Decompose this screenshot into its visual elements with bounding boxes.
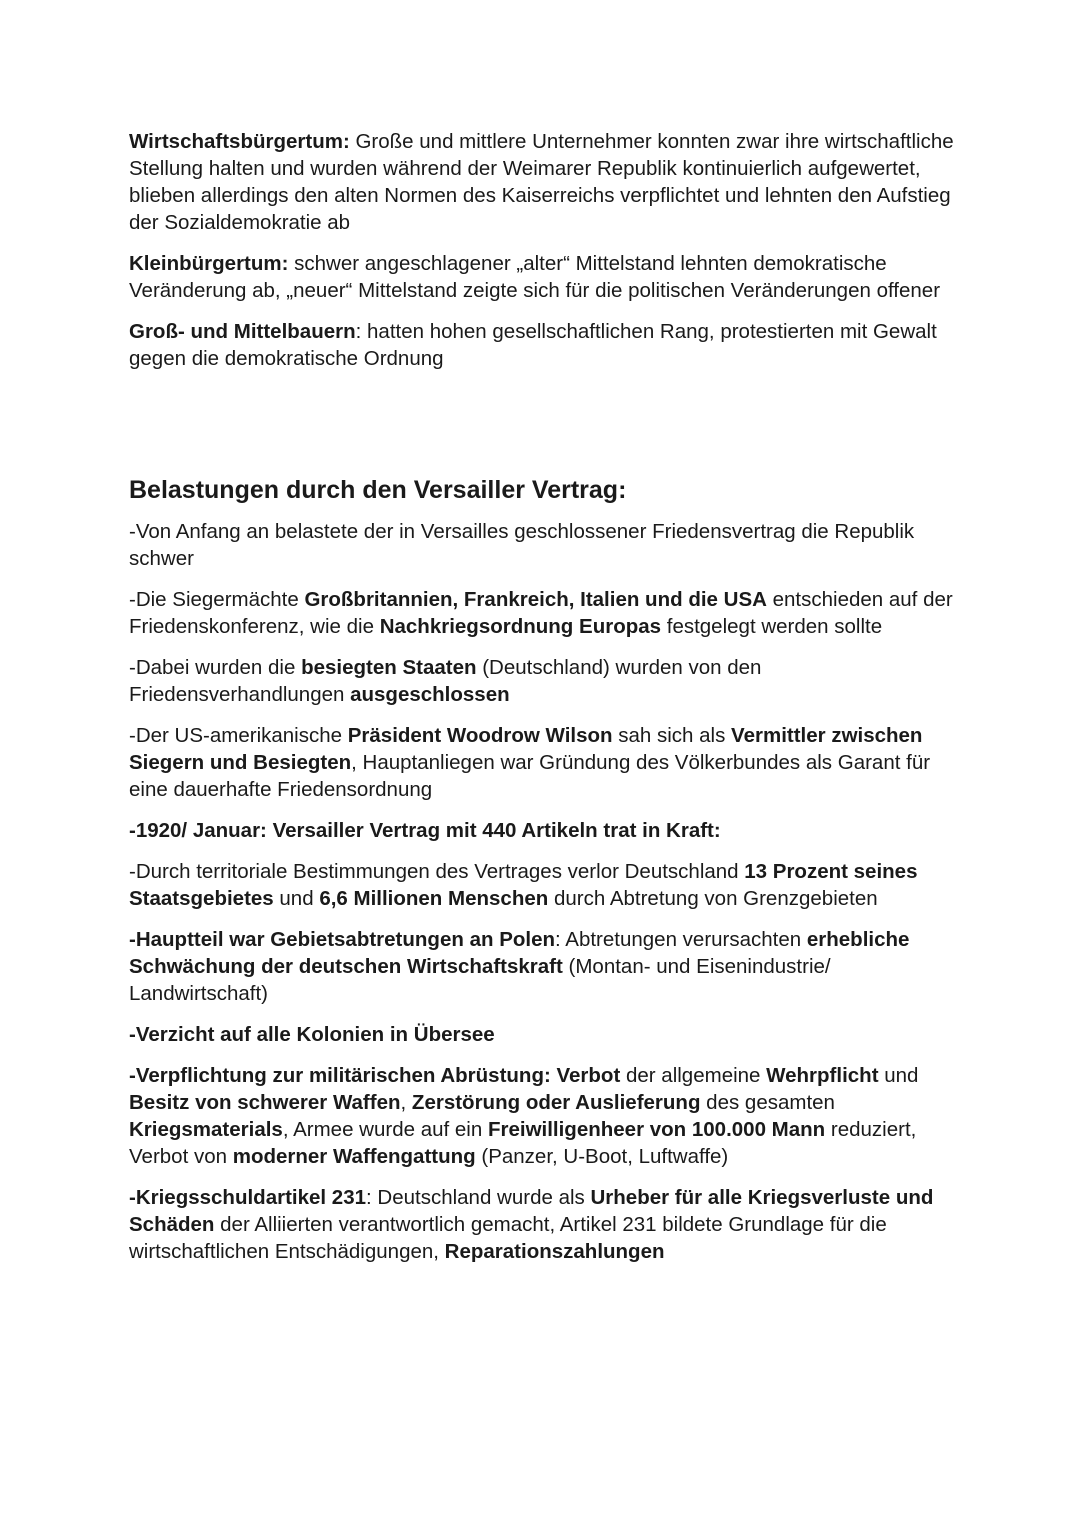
text-run: reduziert, Verbot von bbox=[129, 1118, 917, 1168]
bold-text: Reparationszahlungen bbox=[444, 1240, 665, 1263]
text-run: festgelegt werden sollte bbox=[661, 615, 883, 638]
paragraph bbox=[129, 128, 959, 236]
paragraph bbox=[129, 817, 959, 844]
text-run: -Von Anfang an belastete der in Versailles geschlossener Friedensvertrag die Republik schwer bbox=[129, 520, 915, 570]
text-run: schwer angeschlagener „alter“ Mittelstand lehnten demokratische Veränderung ab, „neuer“ Mittelstand zeigte sich für die politischen Veränderungen offener bbox=[129, 252, 941, 302]
paragraph bbox=[129, 250, 959, 304]
paragraph bbox=[129, 1184, 959, 1265]
text-run: und bbox=[273, 887, 320, 910]
text-run: (Deutschland) wurden von den Friedensverhandlungen bbox=[129, 656, 762, 706]
paragraph bbox=[129, 1021, 959, 1048]
text-run: : Abtretungen verursachten bbox=[555, 928, 807, 951]
bold-text: moderner Waffengattung bbox=[232, 1145, 476, 1168]
text-run: sah sich als bbox=[612, 724, 732, 747]
bold-text: -Verzicht auf alle Kolonien in Übersee bbox=[129, 1023, 495, 1046]
text-run: und bbox=[878, 1064, 919, 1087]
paragraph bbox=[129, 1062, 959, 1170]
section-heading: Belastungen durch den Versailler Vertrag: bbox=[129, 476, 627, 504]
text-run: : hatten hohen gesellschaftlichen Rang, protestierten mit Gewalt gegen die demokratische Ordnung bbox=[129, 320, 937, 370]
text-run: , Hauptanliegen war Gründung des Völkerbundes als Garant für eine dauerhafte Friedensordnung bbox=[129, 751, 931, 801]
bold-text: Vermittler zwischen Siegern und Besiegten bbox=[129, 724, 923, 774]
bold-text: erhebliche Schwächung der deutschen Wirtschaftskraft bbox=[129, 928, 910, 978]
bold-text: Großbritannien, Frankreich, Italien und die USA bbox=[304, 588, 767, 611]
bold-text: -Kriegsschuldartikel 231 bbox=[129, 1186, 366, 1209]
document-page bbox=[129, 128, 959, 1279]
text-run: -Der US-amerikanische bbox=[129, 724, 348, 747]
bold-text: Wirtschaftsbürgertum: bbox=[129, 130, 350, 153]
text-run: (Montan- und Eisenindustrie/ Landwirtschaft) bbox=[129, 955, 831, 1005]
paragraph bbox=[129, 654, 959, 708]
bold-text: 13 Prozent seines Staatsgebietes bbox=[129, 860, 918, 910]
section-versailles bbox=[129, 474, 959, 1265]
paragraph bbox=[129, 518, 959, 572]
bold-text: besiegten Staaten bbox=[301, 656, 477, 679]
bold-text: ausgeschlossen bbox=[350, 683, 510, 706]
text-run: , bbox=[400, 1091, 412, 1114]
text-run: -Durch territoriale Bestimmungen des Vertrages verlor Deutschland bbox=[129, 860, 745, 883]
text-run: Große und mittlere Unternehmer konnten zwar ihre wirtschaftliche Stellung halten und wurden während der Weimarer Republik kontinuierlich aufgewertet, blieben allerdings den alten Normen des Kaiserreichs verpflichtet und lehnten den Aufstieg der Sozialdemokratie ab bbox=[129, 130, 954, 234]
bold-text: Urheber für alle Kriegsverluste und Schäden bbox=[129, 1186, 934, 1236]
bold-text: -Verpflichtung zur militärischen Abrüstung: Verbot bbox=[129, 1064, 621, 1087]
bold-text: Nachkriegsordnung Europas bbox=[379, 615, 662, 638]
text-run: , Armee wurde auf ein bbox=[282, 1118, 488, 1141]
text-run: (Panzer, U-Boot, Luftwaffe) bbox=[475, 1145, 729, 1168]
paragraph bbox=[129, 926, 959, 1007]
paragraph bbox=[129, 858, 959, 912]
section-gap bbox=[129, 386, 959, 474]
bold-text: -Hauptteil war Gebietsabtretungen an Polen bbox=[129, 928, 556, 951]
text-run: durch Abtretung von Grenzgebieten bbox=[548, 887, 878, 910]
bold-text: Freiwilligenheer von 100.000 Mann bbox=[487, 1118, 826, 1141]
section-social-groups bbox=[129, 128, 959, 372]
text-run: des gesamten bbox=[700, 1091, 835, 1114]
text-run: der allgemeine bbox=[620, 1064, 767, 1087]
bold-text: Groß- und Mittelbauern bbox=[129, 320, 356, 343]
paragraph bbox=[129, 318, 959, 372]
bold-text: Präsident Woodrow Wilson bbox=[347, 724, 613, 747]
bold-text: Kleinbürgertum: bbox=[129, 252, 289, 275]
bold-text: Besitz von schwerer Waffen bbox=[129, 1091, 401, 1114]
bold-text: -1920/ Januar: Versailler Vertrag mit 440 Artikeln trat in Kraft: bbox=[129, 819, 721, 842]
text-run: : Deutschland wurde als bbox=[366, 1186, 591, 1209]
bold-text: Zerstörung oder Auslieferung bbox=[411, 1091, 701, 1114]
bold-text: Wehrpflicht bbox=[766, 1064, 879, 1087]
paragraph bbox=[129, 722, 959, 803]
paragraph bbox=[129, 586, 959, 640]
bold-text: Kriegsmaterials bbox=[129, 1118, 283, 1141]
text-run: entschieden auf der Friedenskonferenz, wie die bbox=[129, 588, 953, 638]
text-run: -Die Siegermächte bbox=[129, 588, 305, 611]
text-run: der Alliierten verantwortlich gemacht, Artikel 231 bildete Grundlage für die wirtschaftlichen Entschädigungen, bbox=[129, 1213, 887, 1263]
bold-text: 6,6 Millionen Menschen bbox=[319, 887, 549, 910]
text-run: -Dabei wurden die bbox=[129, 656, 302, 679]
